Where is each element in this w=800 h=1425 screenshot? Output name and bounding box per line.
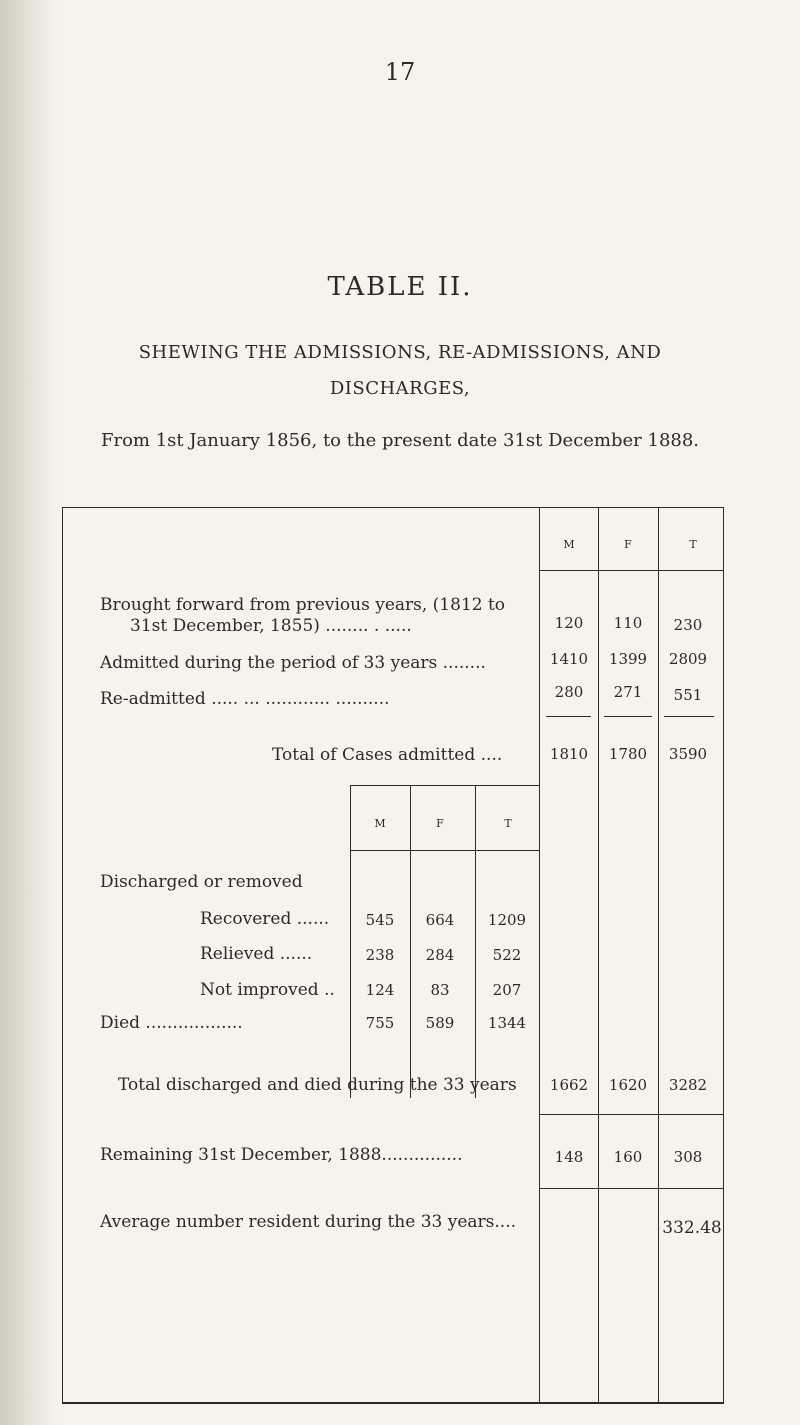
table-bottom-rule bbox=[62, 1402, 724, 1404]
recovered-f: 664 bbox=[425, 911, 455, 929]
table-right-rule bbox=[723, 507, 724, 1403]
total-discharged-t: 3282 bbox=[668, 1076, 708, 1094]
sub-header-t: T bbox=[504, 817, 512, 830]
average-t: 332.48 bbox=[662, 1218, 722, 1238]
admitted-t: 2809 bbox=[668, 650, 708, 668]
sub-top-rule bbox=[350, 785, 539, 786]
died-t: 1344 bbox=[487, 1014, 527, 1032]
sub-divider-m bbox=[350, 785, 351, 1098]
sub-header-f: F bbox=[436, 817, 444, 830]
relieved-label: Relieved ...... bbox=[200, 944, 313, 964]
brought-forward-t: 230 bbox=[673, 616, 703, 634]
col-divider-f bbox=[598, 507, 599, 1403]
brought-forward-label-1: Brought forward from previous years, (1812 to bbox=[100, 595, 506, 615]
died-f: 589 bbox=[425, 1014, 455, 1032]
subtitle-line-2: DISCHARGES, bbox=[329, 378, 471, 399]
readmitted-t: 551 bbox=[673, 686, 703, 704]
discharged-heading: Discharged or removed bbox=[100, 872, 303, 892]
died-label: Died .................. bbox=[100, 1013, 243, 1033]
died-m: 755 bbox=[365, 1014, 395, 1032]
brought-forward-label-2: 31st December, 1855) ........ . ..... bbox=[130, 616, 412, 636]
not-improved-f: 83 bbox=[430, 981, 450, 999]
brought-forward-f: 110 bbox=[613, 614, 643, 632]
admitted-label: Admitted during the period of 33 years ........ bbox=[100, 653, 486, 673]
not-improved-label: Not improved .. bbox=[200, 980, 335, 1000]
total-admitted-m: 1810 bbox=[549, 745, 589, 763]
table-title: TABLE II. bbox=[327, 272, 473, 302]
sub-header-m: M bbox=[374, 817, 386, 830]
admitted-f: 1399 bbox=[608, 650, 648, 668]
table-top-rule bbox=[62, 507, 724, 508]
not-improved-t: 207 bbox=[492, 981, 522, 999]
page-number: 17 bbox=[384, 58, 416, 86]
sub-divider-f bbox=[410, 785, 411, 1098]
total-admitted-f: 1780 bbox=[608, 745, 648, 763]
readmitted-m: 280 bbox=[554, 683, 584, 701]
header-underline bbox=[539, 570, 723, 571]
total-discharged-label: Total discharged and died during the 33 years bbox=[118, 1075, 517, 1095]
total-discharged-underline bbox=[539, 1114, 723, 1115]
relieved-m: 238 bbox=[365, 946, 395, 964]
header-m: M bbox=[563, 538, 575, 551]
admitted-m: 1410 bbox=[549, 650, 589, 668]
recovered-t: 1209 bbox=[487, 911, 527, 929]
recovered-label: Recovered ...... bbox=[200, 909, 330, 929]
remaining-underline bbox=[539, 1188, 723, 1189]
remaining-f: 160 bbox=[613, 1148, 643, 1166]
subtitle-line-1: SHEWING THE ADMISSIONS, RE-ADMISSIONS, AND bbox=[138, 342, 662, 363]
table-left-rule bbox=[62, 507, 63, 1403]
remaining-m: 148 bbox=[554, 1148, 584, 1166]
sub-divider-t bbox=[475, 785, 476, 1098]
total-admitted-label: Total of Cases admitted .... bbox=[272, 745, 503, 765]
header-f: F bbox=[624, 538, 632, 551]
recovered-m: 545 bbox=[365, 911, 395, 929]
remaining-t: 308 bbox=[673, 1148, 703, 1166]
total-discharged-m: 1662 bbox=[549, 1076, 589, 1094]
readmitted-f: 271 bbox=[613, 683, 643, 701]
not-improved-m: 124 bbox=[365, 981, 395, 999]
readmitted-label: Re-admitted ..... ... ............ .......... bbox=[100, 689, 390, 709]
sub-header-underline bbox=[350, 850, 539, 851]
header-t: T bbox=[689, 538, 697, 551]
relieved-t: 522 bbox=[492, 946, 522, 964]
total-admitted-t: 3590 bbox=[668, 745, 708, 763]
readmitted-underline-m bbox=[546, 716, 591, 717]
readmitted-underline-t bbox=[664, 716, 714, 717]
date-range: From 1st January 1856, to the present date 31st December 1888. bbox=[100, 430, 700, 451]
average-label: Average number resident during the 33 years.... bbox=[100, 1212, 517, 1232]
col-divider-t bbox=[658, 507, 659, 1403]
page-edge-shadow bbox=[0, 0, 58, 1425]
readmitted-underline-f bbox=[604, 716, 652, 717]
total-discharged-f: 1620 bbox=[608, 1076, 648, 1094]
relieved-f: 284 bbox=[425, 946, 455, 964]
remaining-label: Remaining 31st December, 1888............... bbox=[100, 1145, 463, 1165]
col-divider-m bbox=[539, 507, 540, 1403]
brought-forward-m: 120 bbox=[554, 614, 584, 632]
